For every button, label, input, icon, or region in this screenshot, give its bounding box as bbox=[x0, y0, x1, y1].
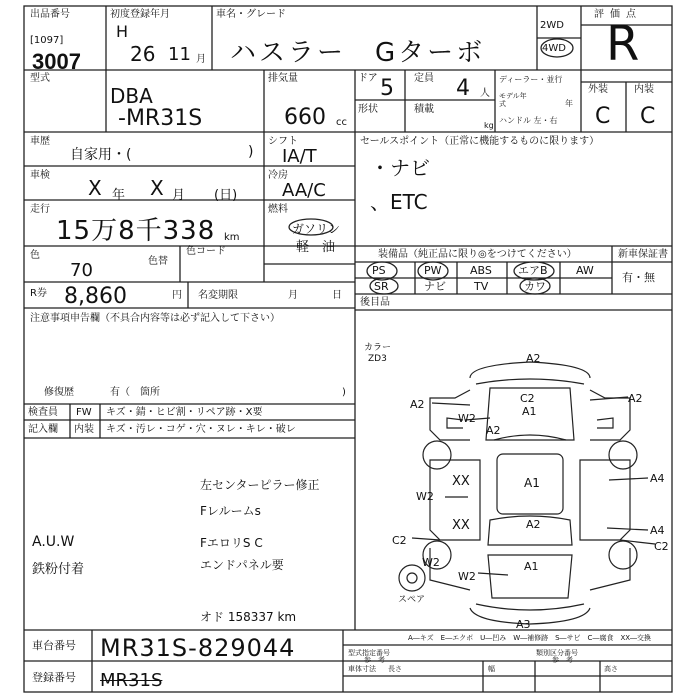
inspector-label-1: 検査員 bbox=[28, 407, 58, 418]
remark-3: FエロリS C bbox=[200, 536, 263, 550]
mark-right-door: A4 bbox=[650, 472, 665, 485]
mark-windshield: A2 bbox=[486, 424, 501, 437]
recycle-label: R券 bbox=[30, 288, 47, 299]
chassis-ref-label: 型式指定番号 bbox=[348, 649, 390, 657]
repair-history-close: ) bbox=[342, 387, 346, 398]
warranty-label: 新車保証書 bbox=[618, 249, 668, 260]
shift-value: IA/T bbox=[282, 146, 317, 167]
capacity-unit: 人 bbox=[480, 88, 490, 99]
load-unit: kg bbox=[484, 121, 494, 130]
mark-left-quarter: C2 bbox=[392, 534, 407, 547]
mark-left-sill: W2 bbox=[416, 490, 434, 503]
notes-label: 注意事項申告欄（不具合内容等は必ず記入して下さい） bbox=[30, 313, 280, 324]
lot-label: 出品番号 bbox=[30, 9, 70, 20]
shift-label: シフト bbox=[268, 136, 298, 147]
paint-label: 色替 bbox=[148, 256, 168, 267]
color-code-label: 色コード bbox=[186, 246, 226, 257]
inspection-month-value: X bbox=[150, 176, 164, 200]
mark-rear-bumper: A3 bbox=[516, 618, 531, 631]
mark-left-front: A2 bbox=[410, 398, 425, 411]
displacement-value: 660 bbox=[284, 105, 326, 130]
capacity-label: 定員 bbox=[414, 73, 434, 84]
sales-point-2: 、ETC bbox=[370, 190, 428, 214]
left-note-2: 鉄粉付着 bbox=[32, 562, 85, 577]
registration-no-label: 登録番号 bbox=[32, 671, 76, 684]
chassis-ref-note: 参 考 bbox=[364, 656, 385, 664]
chassis-value: MR31S-829044 bbox=[100, 634, 296, 662]
dimension-wide: 幅 bbox=[488, 665, 495, 673]
fuel-light-oil: 軽 油 bbox=[296, 240, 336, 255]
left-note-1: A.U.W bbox=[32, 534, 75, 550]
history-label: 車歴 bbox=[30, 136, 50, 147]
equip-abs: ABS bbox=[470, 264, 492, 277]
equip-sr: SR bbox=[374, 280, 389, 293]
handle-label: ハンドル 左・右 bbox=[499, 116, 558, 125]
fw-items: キズ・錆・ヒビ割・リペア跡・X要 bbox=[106, 407, 263, 418]
class-note: 参 考 bbox=[552, 656, 573, 664]
exterior-value: C bbox=[595, 104, 611, 129]
type-label: 型式 bbox=[30, 73, 50, 84]
grade-label: 評価点 bbox=[594, 9, 642, 20]
name-change-day: 日 bbox=[332, 290, 342, 301]
aircon-value: AA/C bbox=[282, 180, 326, 201]
interior-value: C bbox=[640, 104, 656, 129]
mark-right-front: A2 bbox=[628, 392, 643, 405]
name-change-month: 月 bbox=[288, 290, 298, 301]
repair-history-label: 修復歴 bbox=[44, 387, 74, 398]
equip-airbag: エアB bbox=[518, 264, 548, 277]
mark-left-front-door: XX bbox=[452, 474, 470, 489]
registration-label: 初度登録年月 bbox=[110, 9, 170, 20]
model-name-label: 車名・グレード bbox=[216, 9, 286, 20]
mark-right-rear: A4 bbox=[650, 524, 665, 537]
registration-month-unit: 月 bbox=[196, 54, 206, 65]
drive-2wd: 2WD bbox=[540, 20, 564, 31]
doors-label: ドア bbox=[358, 73, 378, 84]
chassis-label: 車台番号 bbox=[32, 639, 76, 652]
name-change-label: 名変期限 bbox=[198, 290, 238, 301]
in-label: 内装 bbox=[74, 424, 94, 435]
mark-hood-c2: C2 bbox=[520, 392, 535, 405]
load-label: 積載 bbox=[414, 104, 434, 115]
spare-label: スペア bbox=[398, 595, 426, 605]
type-line1: DBA bbox=[110, 84, 153, 108]
mileage-unit: km bbox=[224, 232, 240, 243]
mileage-label: 走行 bbox=[30, 204, 50, 215]
registration-no-value: MR31S bbox=[100, 670, 163, 691]
equip-aw: AW bbox=[576, 264, 594, 277]
remark-2: Fレルームs bbox=[200, 504, 261, 518]
remark-4: エンドパネル要 bbox=[200, 558, 284, 572]
model-year-unit: 年 bbox=[565, 99, 573, 108]
remark-1: 左センターピラー修正 bbox=[200, 478, 320, 492]
warranty-value: 有・無 bbox=[622, 271, 655, 284]
mark-roof: A1 bbox=[524, 476, 540, 490]
model-name-value: ハスラー Gターボ bbox=[230, 38, 486, 68]
back-seat-label: 後目品 bbox=[360, 297, 390, 308]
inspection-year-value: X bbox=[88, 176, 102, 200]
recycle-unit: 円 bbox=[172, 290, 182, 301]
registration-year: 26 bbox=[130, 42, 156, 66]
color-label: 色 bbox=[30, 250, 40, 261]
equip-ps: PS bbox=[372, 264, 386, 277]
inspection-day: (日) bbox=[214, 188, 238, 203]
diagram-color-code: ZD3 bbox=[368, 354, 387, 364]
equip-navi: ナビ bbox=[424, 280, 446, 293]
mark-left-rear: W2 bbox=[458, 570, 476, 583]
history-close: ) bbox=[248, 144, 254, 160]
dealer-label: ディーラー・並行 bbox=[499, 75, 563, 84]
displacement-unit: cc bbox=[336, 117, 347, 128]
drive-4wd: 4WD bbox=[542, 43, 566, 54]
mark-left-fender: W2 bbox=[458, 412, 476, 425]
recycle-value: 8,860 bbox=[64, 284, 127, 309]
inspection-month-unit: 月 bbox=[172, 188, 186, 203]
sales-points-label: セールスポイント（正常に機能するものに限ります） bbox=[360, 136, 600, 147]
type-line2: -MR31S bbox=[118, 106, 203, 131]
shape-label: 形状 bbox=[358, 104, 378, 115]
dimensions-label: 車体寸法 bbox=[348, 665, 376, 673]
mark-right-quarter: C2 bbox=[654, 540, 669, 553]
equipment-label: 装備品（純正品に限り◎をつけてください） bbox=[378, 249, 577, 260]
interior-label: 内装 bbox=[634, 84, 654, 95]
exterior-label: 外装 bbox=[588, 84, 608, 95]
in-items: キズ・汚レ・コゲ・穴・ヌレ・キレ・破レ bbox=[106, 424, 296, 435]
model-year-label: モデル年式 bbox=[499, 92, 527, 108]
aircon-label: 冷房 bbox=[268, 170, 288, 181]
equip-cw: カワ bbox=[524, 280, 546, 293]
history-value: 自家用・( bbox=[70, 147, 132, 163]
mark-left-rear-fender: W2 bbox=[422, 556, 440, 569]
dimension-high: 高さ bbox=[604, 665, 618, 673]
doors-value: 5 bbox=[380, 76, 394, 101]
remark-5: オド 158337 km bbox=[200, 610, 297, 624]
dimension-long: 長さ bbox=[388, 665, 402, 673]
mark-tailgate: A1 bbox=[524, 560, 539, 573]
fw-label: FW bbox=[76, 407, 92, 418]
color-value: 70 bbox=[70, 260, 93, 281]
inspection-year-unit: 年 bbox=[112, 188, 126, 203]
grade-value: R bbox=[606, 16, 640, 72]
inspection-label: 車検 bbox=[30, 170, 50, 181]
equip-tv: TV bbox=[474, 280, 489, 293]
lot-number: 3007 bbox=[32, 49, 81, 74]
repair-history-suffix: 箇所 bbox=[140, 387, 160, 398]
legend: A―キズ E―エクボ U―凹み W―補修跡 S―サビ C―腐食 XX―交換 bbox=[408, 634, 652, 642]
mileage-value: 15万8千338 bbox=[56, 216, 216, 246]
equip-pw: PW bbox=[424, 264, 442, 277]
mark-hood-a1: A1 bbox=[522, 405, 537, 418]
fuel-label: 燃料 bbox=[268, 204, 288, 215]
class-label: 類別区分番号 bbox=[536, 649, 578, 657]
fuel-gasoline: ガソリン bbox=[292, 222, 341, 236]
lot-code: [1097] bbox=[30, 35, 64, 46]
displacement-label: 排気量 bbox=[268, 73, 298, 84]
registration-month: 11 bbox=[168, 44, 191, 65]
repair-history-value: 有（ bbox=[110, 387, 130, 398]
registration-era: H bbox=[116, 22, 129, 41]
mark-left-rear-door: XX bbox=[452, 518, 470, 533]
capacity-value: 4 bbox=[456, 76, 470, 101]
sales-point-1: ・ナビ bbox=[370, 156, 430, 180]
diagram-color-note: カラー bbox=[364, 343, 392, 353]
mark-front-bumper: A2 bbox=[526, 352, 541, 365]
inspector-label-2: 記入欄 bbox=[28, 424, 58, 435]
mark-rear-glass: A2 bbox=[526, 518, 541, 531]
